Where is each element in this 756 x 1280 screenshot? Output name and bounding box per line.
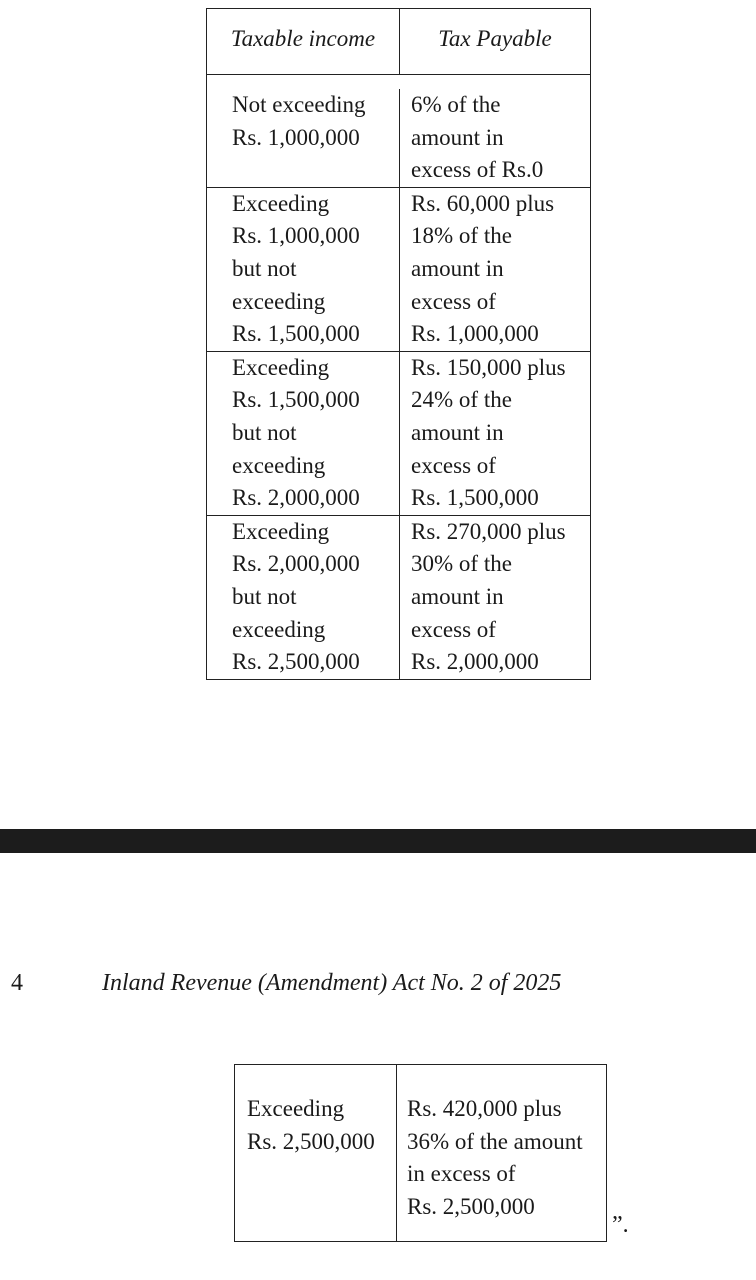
- page-break-band: [0, 829, 756, 853]
- tax-cell: Rs. 150,000 plus 24% of the amount in excess of Rs. 1,500,000: [411, 354, 566, 511]
- table-row: [207, 75, 590, 188]
- table-row: [207, 352, 590, 516]
- header-tax-payable: Tax Payable: [438, 25, 552, 51]
- table-header-row: [207, 9, 590, 75]
- tax-cell: 6% of the amount in excess of Rs.0: [411, 92, 544, 183]
- tax-rate-table: [206, 8, 591, 680]
- table-row: [207, 516, 590, 679]
- closing-quote-mark: ”.: [612, 1212, 629, 1238]
- table-row: [207, 188, 590, 352]
- tax-cell: Rs. 420,000 plus 36% of the amount in excess of Rs. 2,500,000: [407, 1096, 583, 1219]
- running-head-title: Inland Revenue (Amendment) Act No. 2 of 2025: [102, 970, 562, 996]
- income-cell: Exceeding Rs. 1,500,000 but not exceeding Rs. 2,000,000: [207, 352, 400, 515]
- tax-rate-table-continued: [234, 1064, 607, 1242]
- header-taxable-income: Taxable income: [207, 9, 400, 74]
- income-cell: Not exceeding Rs. 1,000,000: [207, 89, 400, 187]
- income-cell: Exceeding Rs. 2,000,000 but not exceeding Rs. 2,500,000: [207, 516, 400, 679]
- income-cell: Exceeding Rs. 2,500,000: [235, 1065, 397, 1241]
- page-number: 4: [11, 970, 23, 996]
- tax-cell: Rs. 60,000 plus 18% of the amount in excess of Rs. 1,000,000: [411, 190, 555, 347]
- income-cell: Exceeding Rs. 1,000,000 but not exceeding Rs. 1,500,000: [207, 188, 400, 351]
- tax-cell: Rs. 270,000 plus 30% of the amount in excess of Rs. 2,000,000: [411, 518, 566, 675]
